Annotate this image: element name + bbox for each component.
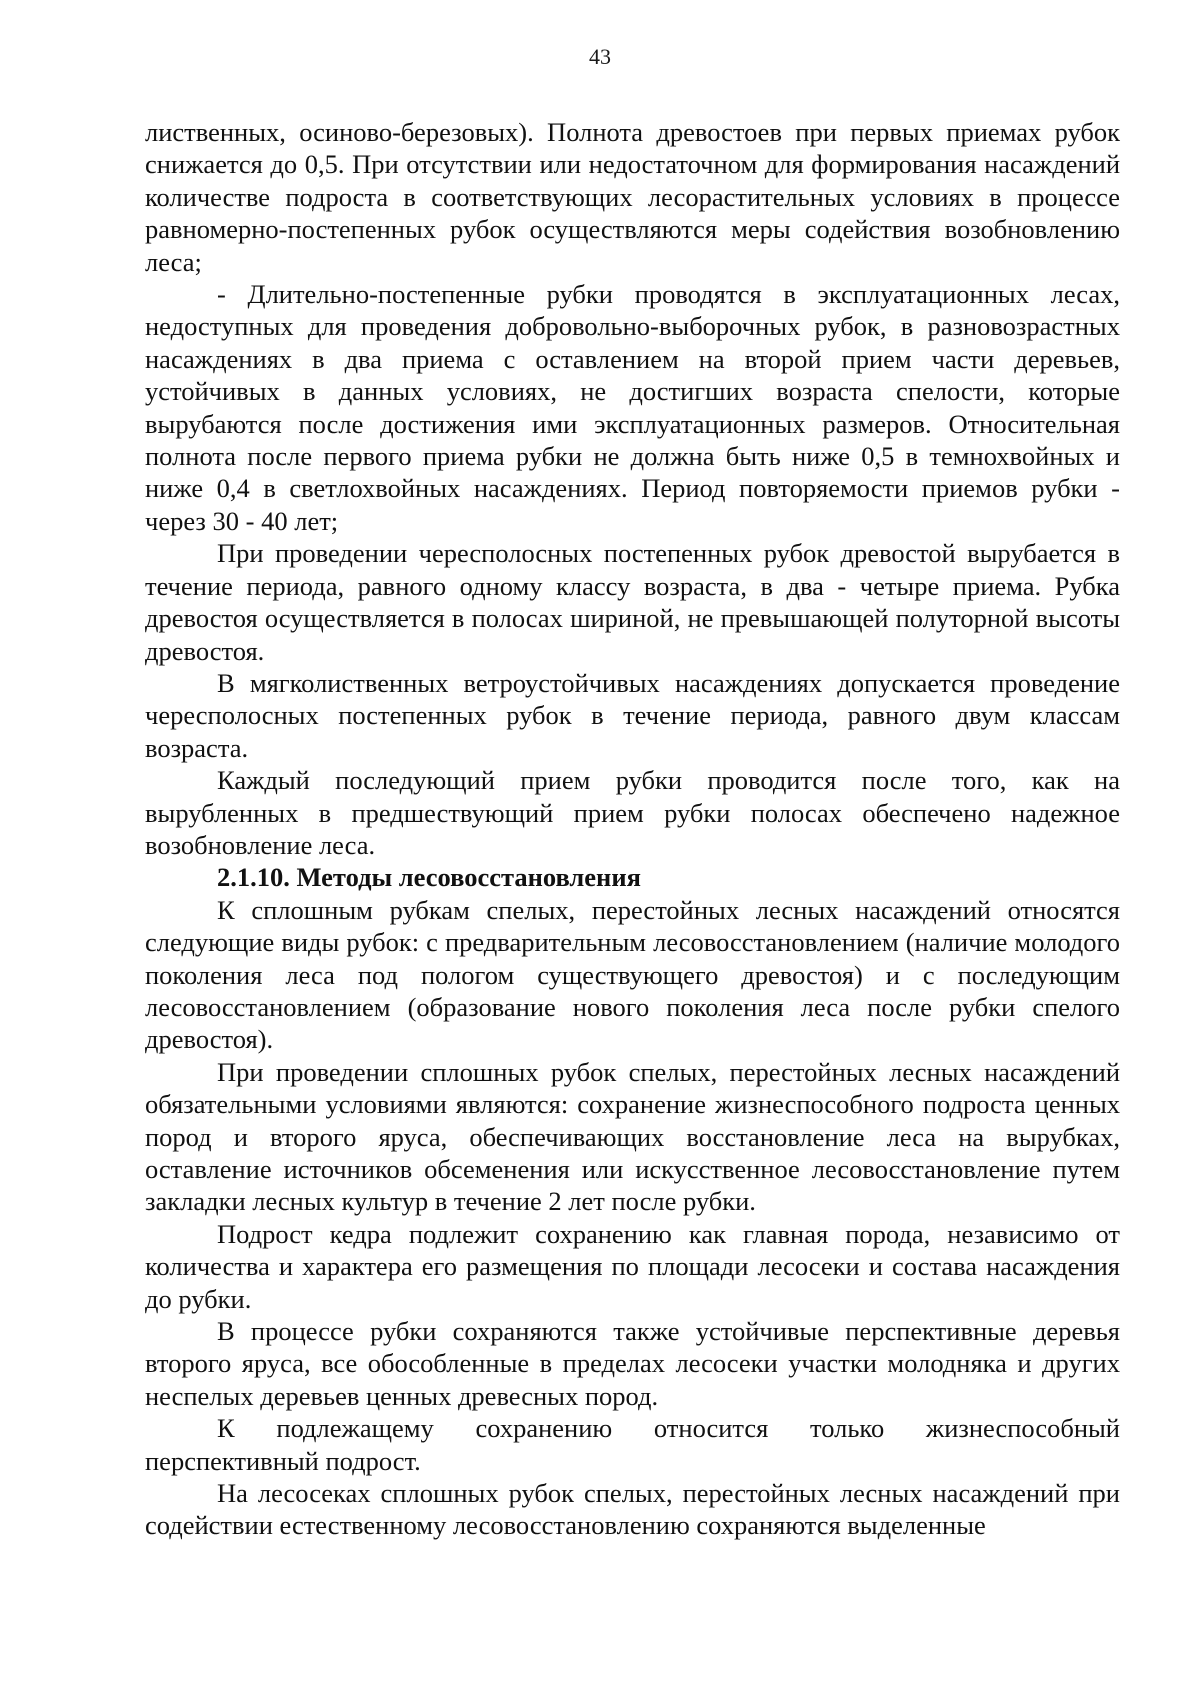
paragraph-viable-undergrowth: К подлежащему сохранению относится только жизнеспособный перспективный подрост. (145, 1413, 1120, 1476)
document-body (145, 116, 1120, 1542)
paragraph-long-gradual-felling: - Длительно-постепенные рубки проводятся в эксплуатационных лесах, недоступных для проведения добровольно-выборочных рубок, в разновозрастных насаждениях в два приема с оставлением на второй прием части деревьев, устойчивых в данных условиях, не достигших возраста спелости, которые вырубаются после достижения ими эксплуатационных размеров. Относительная полнота после первого приема рубки не должна быть ниже 0,5 в темнохвойных и ниже 0,4 в светлохвойных насаждениях. Период повторяемости приемов рубки - через 30 - 40 лет; (145, 279, 1120, 536)
page-number: 43 (589, 44, 611, 69)
paragraph-subsequent-cut: Каждый последующий прием рубки проводится после того, как на вырубленных в предшествующий прием рубки полосах обеспечено надежное возобновление леса. (145, 765, 1120, 860)
paragraph-clear-cut-conditions: При проведении сплошных рубок спелых, перестойных лесных насаждений обязательными условиями являются: сохранение жизнеспособного подроста ценных пород и второго яруса, обеспечивающих восстановление леса на вырубках, оставление источников обсеменения или искусственное лесовосстановление путем закладки лесных культур в течение 2 лет после рубки. (145, 1056, 1120, 1217)
paragraph-continuation: лиственных, осиново-березовых). Полнота древостоев при первых приемах рубок снижается до 0,5. При отсутствии или недостаточном для формирования насаждений количестве подроста в соответствующих лесорастительных условиях в процессе равномерно-постепенных рубок осуществляются меры содействия возобновлению леса; (145, 117, 1120, 277)
paragraph-cedar-undergrowth: Подрост кедра подлежит сохранению как главная порода, независимо от количества и характера его размещения по площади лесосеки и состава насаждения до рубки. (145, 1218, 1120, 1314)
paragraph-strip-felling: При проведении чересполосных постепенных рубок древостой вырубается в течение периода, равного одному классу возраста, в два - четыре приема. Рубка древостоя осуществляется в полосах шириной, не превышающей полуторной высоты древостоя. (145, 538, 1120, 666)
paragraph-natural-regeneration: На лесосеках сплошных рубок спелых, перестойных лесных насаждений при содействии естественному лесовосстановлению сохраняются выделенные (145, 1478, 1120, 1541)
paragraph-clear-cut-types: К сплошным рубкам спелых, перестойных лесных насаждений относятся следующие виды рубок: с предварительным лесовосстановлением (наличие молодого поколения леса под пологом существующего древостоя) и с последующим лесовосстановлением (образование нового поколения леса после рубки спелого древостоя). (145, 894, 1120, 1055)
paragraph-soft-deciduous: В мягколиственных ветроустойчивых насаждениях допускается проведение чересполосных постепенных рубок в течение периода, равного двум классам возраста. (145, 667, 1120, 763)
section-heading: 2.1.10. Методы лесовосстановления (217, 862, 641, 893)
paragraph-second-tier: В процессе рубки сохраняются также устойчивые перспективные деревья второго яруса, все обособленные в пределах лесосеки участки молодняка и других неспелых деревьев ценных древесных пород. (145, 1316, 1120, 1411)
